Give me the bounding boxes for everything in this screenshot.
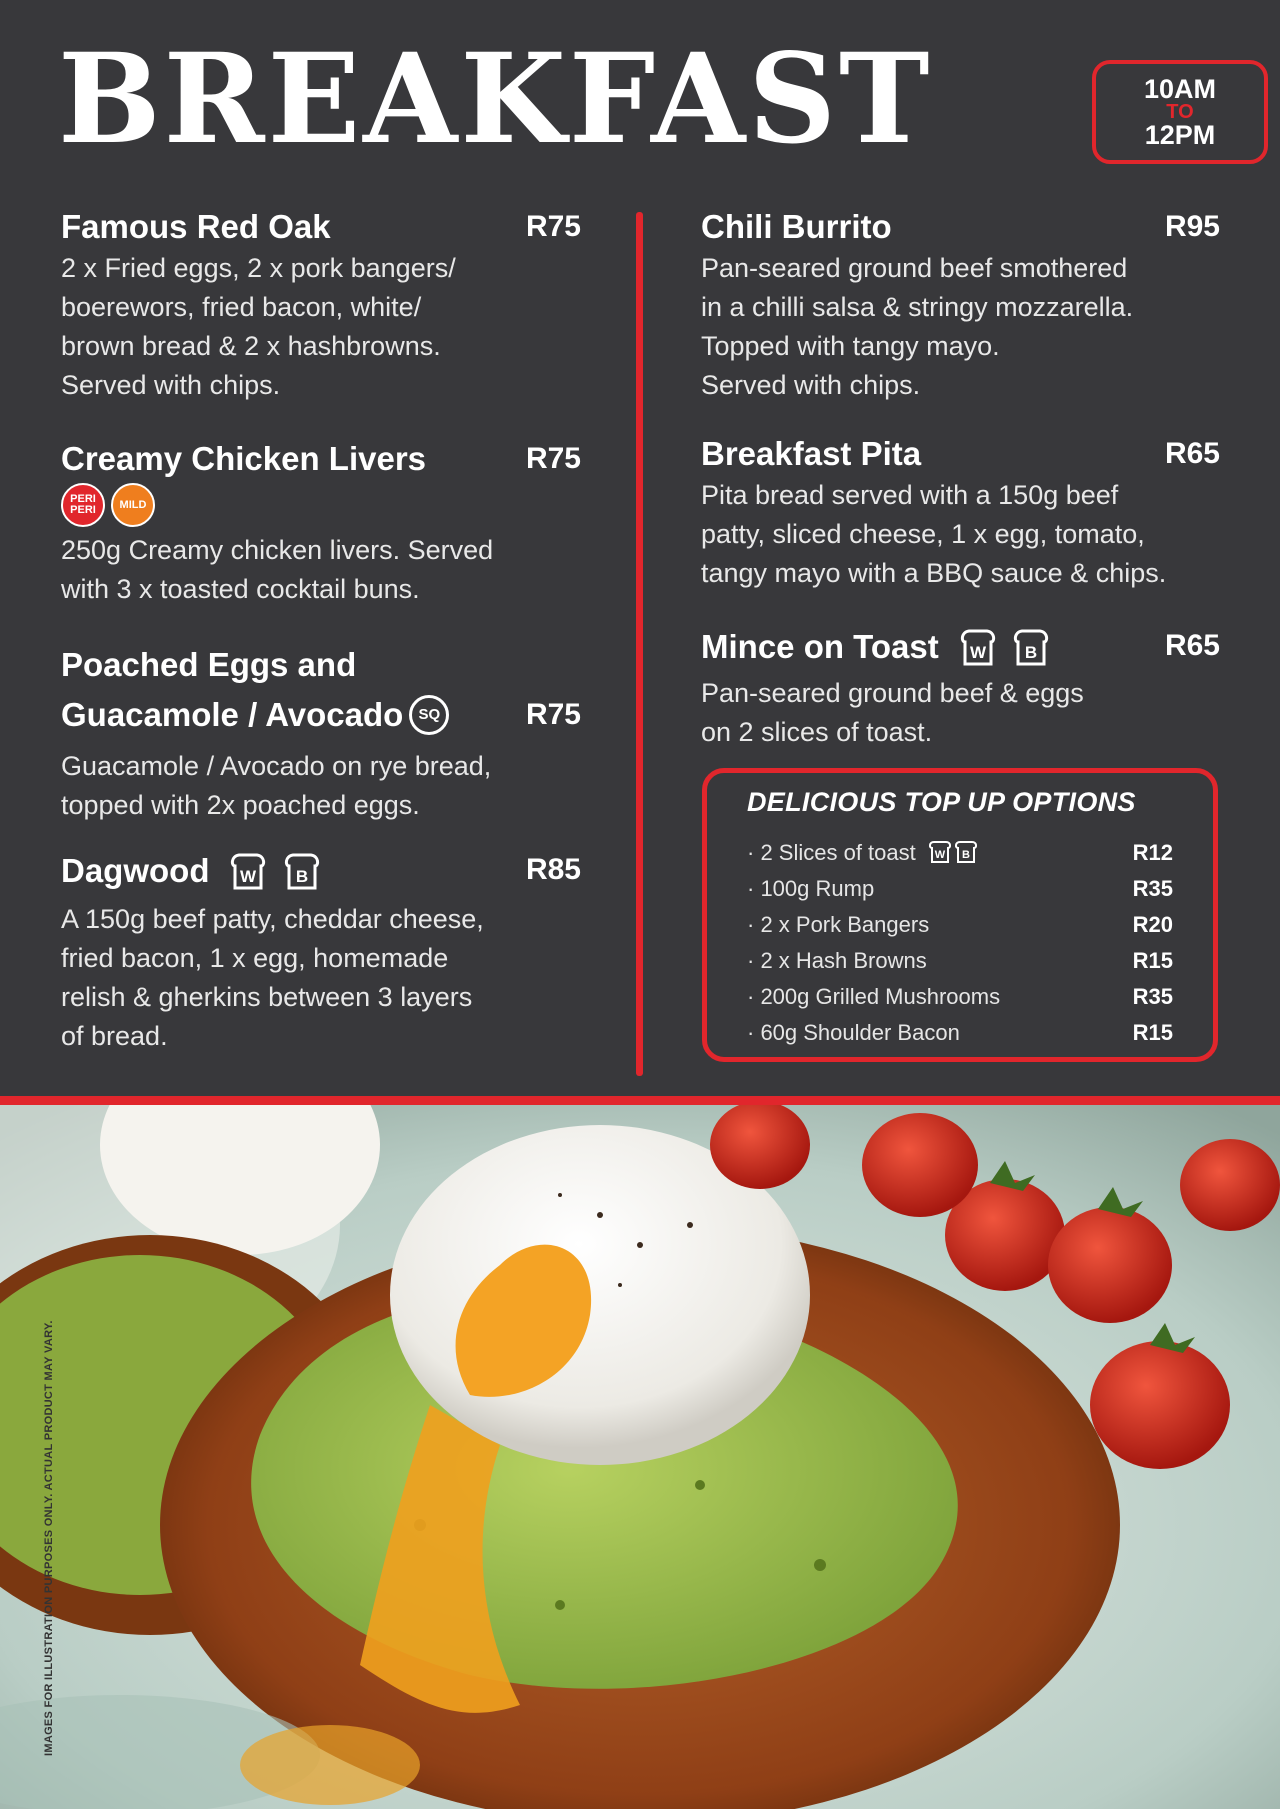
menu-item-famous-red-oak [61, 207, 581, 405]
item-price: R75 [525, 698, 581, 731]
item-name-line1: Poached Eggs and [61, 646, 357, 683]
top-up-label: · 2 Slices of toast [747, 840, 916, 865]
svg-text:B: B [1024, 643, 1038, 663]
svg-text:W: W [934, 849, 946, 861]
bread-icons [223, 850, 320, 892]
desc-line: in a chilli salsa & stringy mozzarella. [701, 292, 1134, 322]
item-name-row [701, 626, 1220, 668]
bread-icons [953, 626, 1050, 668]
top-up-price: R35 [1132, 984, 1173, 1009]
item-name: Breakfast Pita [701, 435, 922, 472]
item-description [61, 249, 581, 405]
desc-line: Pan-seared ground beef & eggs [701, 678, 1084, 709]
brown-bread-icon [283, 852, 321, 892]
brown-bread-icon [956, 842, 976, 862]
svg-text:W: W [240, 867, 257, 887]
item-name-line2 [61, 695, 581, 735]
item-name: Dagwood [61, 852, 210, 890]
desc-line: on 2 slices of toast. [701, 717, 933, 748]
top-up-item [747, 943, 1173, 979]
menu-title: BREAKFAST [58, 27, 933, 172]
sq-icon: SQ [409, 695, 449, 735]
top-up-item [747, 979, 1173, 1015]
item-description [701, 674, 1220, 752]
brown-bread-icon [1012, 628, 1050, 668]
desc-line: topped with 2x poached eggs. [61, 790, 420, 820]
top-up-title: DELICIOUS TOP UP OPTIONS [747, 787, 1136, 817]
top-up-item [747, 835, 1173, 871]
top-up-label: · 200g Grilled Mushrooms [747, 984, 1001, 1009]
desc-line: brown bread & 2 x hashbrowns. [61, 331, 441, 361]
desc-line: Served with chips. [61, 370, 281, 400]
desc-line: patty, sliced cheese, 1 x egg, tomato, [701, 519, 1145, 549]
menu-item-breakfast-pita [701, 434, 1220, 593]
svg-text:B: B [295, 867, 308, 887]
desc-line: Pita bread served with a 150g beef [701, 480, 1119, 510]
item-price: R75 [525, 442, 581, 475]
desc-line: of bread. [61, 1021, 168, 1052]
top-up-item [747, 1015, 1173, 1051]
top-up-item [747, 871, 1173, 907]
item-name: Creamy Chicken Livers [61, 440, 427, 477]
desc-line: relish & gherkins between 3 layers [61, 982, 473, 1013]
bread-icons [928, 840, 980, 864]
white-bread-icon [959, 628, 997, 668]
top-up-price: R15 [1132, 948, 1173, 973]
peri-peri-badge: PERI PERI [61, 483, 105, 527]
top-up-price: R15 [1132, 1020, 1173, 1045]
top-up-price: R20 [1132, 912, 1173, 937]
item-description [701, 249, 1220, 405]
item-name-row [61, 850, 581, 892]
desc-line: Served with chips. [701, 370, 921, 400]
desc-line: Pan-seared ground beef smothered [701, 253, 1128, 283]
top-up-item [747, 907, 1173, 943]
item-description [701, 476, 1220, 593]
column-divider [636, 212, 643, 1076]
menu-item-mince-on-toast [701, 626, 1220, 752]
desc-line: Topped with tangy mayo. [701, 331, 1000, 361]
mild-badge: MILD [111, 483, 155, 527]
hours-to: 12PM [1144, 120, 1216, 150]
item-price: R95 [1164, 210, 1220, 243]
hours-badge [1092, 60, 1268, 164]
top-up-options-box [702, 768, 1218, 1062]
item-name: Guacamole / Avocado [61, 696, 404, 733]
top-up-label: · 2 x Hash Browns [747, 948, 927, 973]
item-description [61, 531, 581, 609]
poached-egg-avocado-toast-image [0, 1105, 1280, 1809]
item-name: Chili Burrito [701, 208, 892, 245]
desc-line: 2 x Fried eggs, 2 x pork bangers/ [61, 253, 456, 283]
item-name: Mince on Toast [701, 628, 939, 666]
white-bread-icon [930, 842, 950, 862]
top-up-label: · 60g Shoulder Bacon [747, 1020, 960, 1045]
svg-text:B: B [961, 849, 970, 861]
svg-text:W: W [969, 643, 986, 663]
desc-line: 250g Creamy chicken livers. Served [61, 535, 494, 565]
disclaimer-text: IMAGES FOR ILLUSTRATION PURPOSES ONLY. ACTUAL PRODUCT MAY VARY. [43, 1320, 55, 1756]
menu-item-dagwood [61, 850, 581, 1056]
top-up-price: R12 [1132, 840, 1173, 865]
item-description [61, 900, 581, 1056]
desc-line: boerewors, fried bacon, white/ [61, 292, 422, 322]
top-up-label: · 100g Rump [747, 876, 875, 901]
item-name: Famous Red Oak [61, 208, 331, 245]
photo-divider-line [0, 1096, 1280, 1105]
menu-item-creamy-chicken-livers [61, 439, 581, 609]
desc-line: A 150g beef patty, cheddar cheese, [61, 904, 484, 935]
item-price: R65 [1164, 629, 1220, 662]
food-photo [0, 1105, 1280, 1809]
menu-item-poached-eggs [61, 645, 581, 825]
heat-badges [61, 483, 581, 527]
item-description [61, 747, 581, 825]
menu-item-chili-burrito [701, 207, 1220, 405]
item-price: R65 [1164, 437, 1220, 470]
item-price: R75 [525, 210, 581, 243]
white-bread-icon [229, 852, 267, 892]
desc-line: tangy mayo with a BBQ sauce & chips. [701, 558, 1167, 588]
top-up-list [747, 835, 1173, 1051]
top-up-label: · 2 x Pork Bangers [747, 912, 930, 937]
desc-line: Guacamole / Avocado on rye bread, [61, 751, 492, 781]
hours-from: 10AM [1143, 74, 1217, 104]
desc-line: with 3 x toasted cocktail buns. [61, 574, 420, 604]
item-price: R85 [525, 853, 581, 886]
top-up-price: R35 [1132, 876, 1173, 901]
desc-line: fried bacon, 1 x egg, homemade [61, 943, 449, 974]
hours-to-word: TO [1166, 101, 1194, 123]
